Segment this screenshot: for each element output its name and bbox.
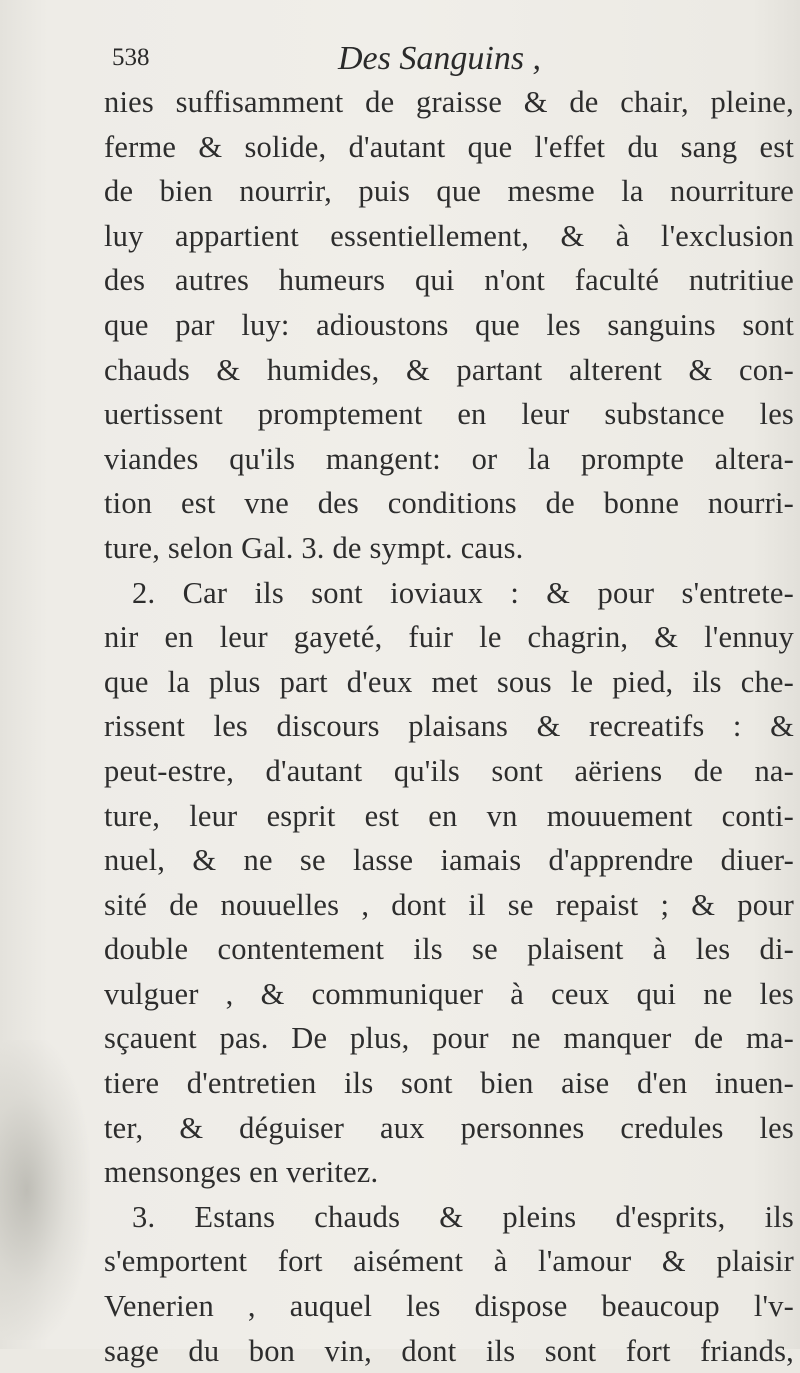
text-line: 2. Car ils sont ioviaux : & pour s'entrete- bbox=[132, 575, 794, 610]
text-line: que la plus part d'eux met sous le pied, ils che- bbox=[104, 664, 794, 699]
text-line: uertissent promptement en leur substance les bbox=[104, 397, 794, 432]
page-number: 538 bbox=[112, 44, 150, 71]
text-line: luy appartient essentiellement, & à l'exclusion bbox=[104, 218, 794, 253]
text-line: viandes qu'ils mangent: or la prompte altera- bbox=[104, 441, 794, 476]
text-line: tion est vne des conditions de bonne nourri- bbox=[104, 486, 794, 521]
text-line: double contentement ils se plaisent à les di- bbox=[104, 932, 794, 967]
text-line: de bien nourrir, puis que mesme la nourriture bbox=[104, 174, 794, 209]
body-text bbox=[104, 80, 794, 1373]
page-stain bbox=[0, 1040, 90, 1340]
text-line: ture, leur esprit est en vn mouuement conti- bbox=[104, 798, 794, 833]
text-line: s'emportent fort aisément à l'amour & plaisir bbox=[104, 1244, 794, 1279]
text-line: nir en leur gayeté, fuir le chagrin, & l'ennuy bbox=[104, 620, 794, 655]
text-line: ferme & solide, d'autant que l'effet du sang est bbox=[104, 129, 794, 164]
text-line: ture, selon Gal. 3. de sympt. caus. bbox=[104, 530, 524, 565]
text-line: chauds & humides, & partant alterent & con- bbox=[104, 352, 794, 387]
text-line: sçauent pas. De plus, pour ne manquer de ma- bbox=[104, 1021, 794, 1056]
text-line: tiere d'entretien ils sont bien aise d'en inuen- bbox=[104, 1066, 794, 1101]
text-line: peut-estre, d'autant qu'ils sont aëriens de na- bbox=[104, 753, 794, 788]
text-line: nuel, & ne se lasse iamais d'apprendre diuer- bbox=[104, 843, 794, 878]
text-line: Venerien , auquel les dispose beaucoup l'v- bbox=[104, 1289, 794, 1324]
text-line: nies suffisamment de graisse & de chair, pleine, bbox=[104, 85, 794, 119]
text-line: rissent les discours plaisans & recreatifs : & bbox=[104, 709, 794, 744]
text-line: sage du bon vin, dont ils sont fort friands, bbox=[104, 1333, 794, 1368]
text-line: vulguer , & communiquer à ceux qui ne les bbox=[104, 976, 794, 1011]
text-line: des autres humeurs qui n'ont faculté nutritiue bbox=[104, 263, 794, 298]
text-line: ter, & déguiser aux personnes credules les bbox=[104, 1110, 794, 1145]
text-line: que par luy: adioustons que les sanguins sont bbox=[104, 307, 794, 342]
text-line: sité de nouuelles , dont il se repaist ; & pour bbox=[104, 887, 794, 922]
text-line: 3. Estans chauds & pleins d'esprits, ils bbox=[132, 1199, 794, 1234]
running-head: Des Sanguins , bbox=[338, 40, 542, 77]
page-header bbox=[0, 42, 800, 82]
text-line: mensonges en veritez. bbox=[104, 1155, 379, 1190]
